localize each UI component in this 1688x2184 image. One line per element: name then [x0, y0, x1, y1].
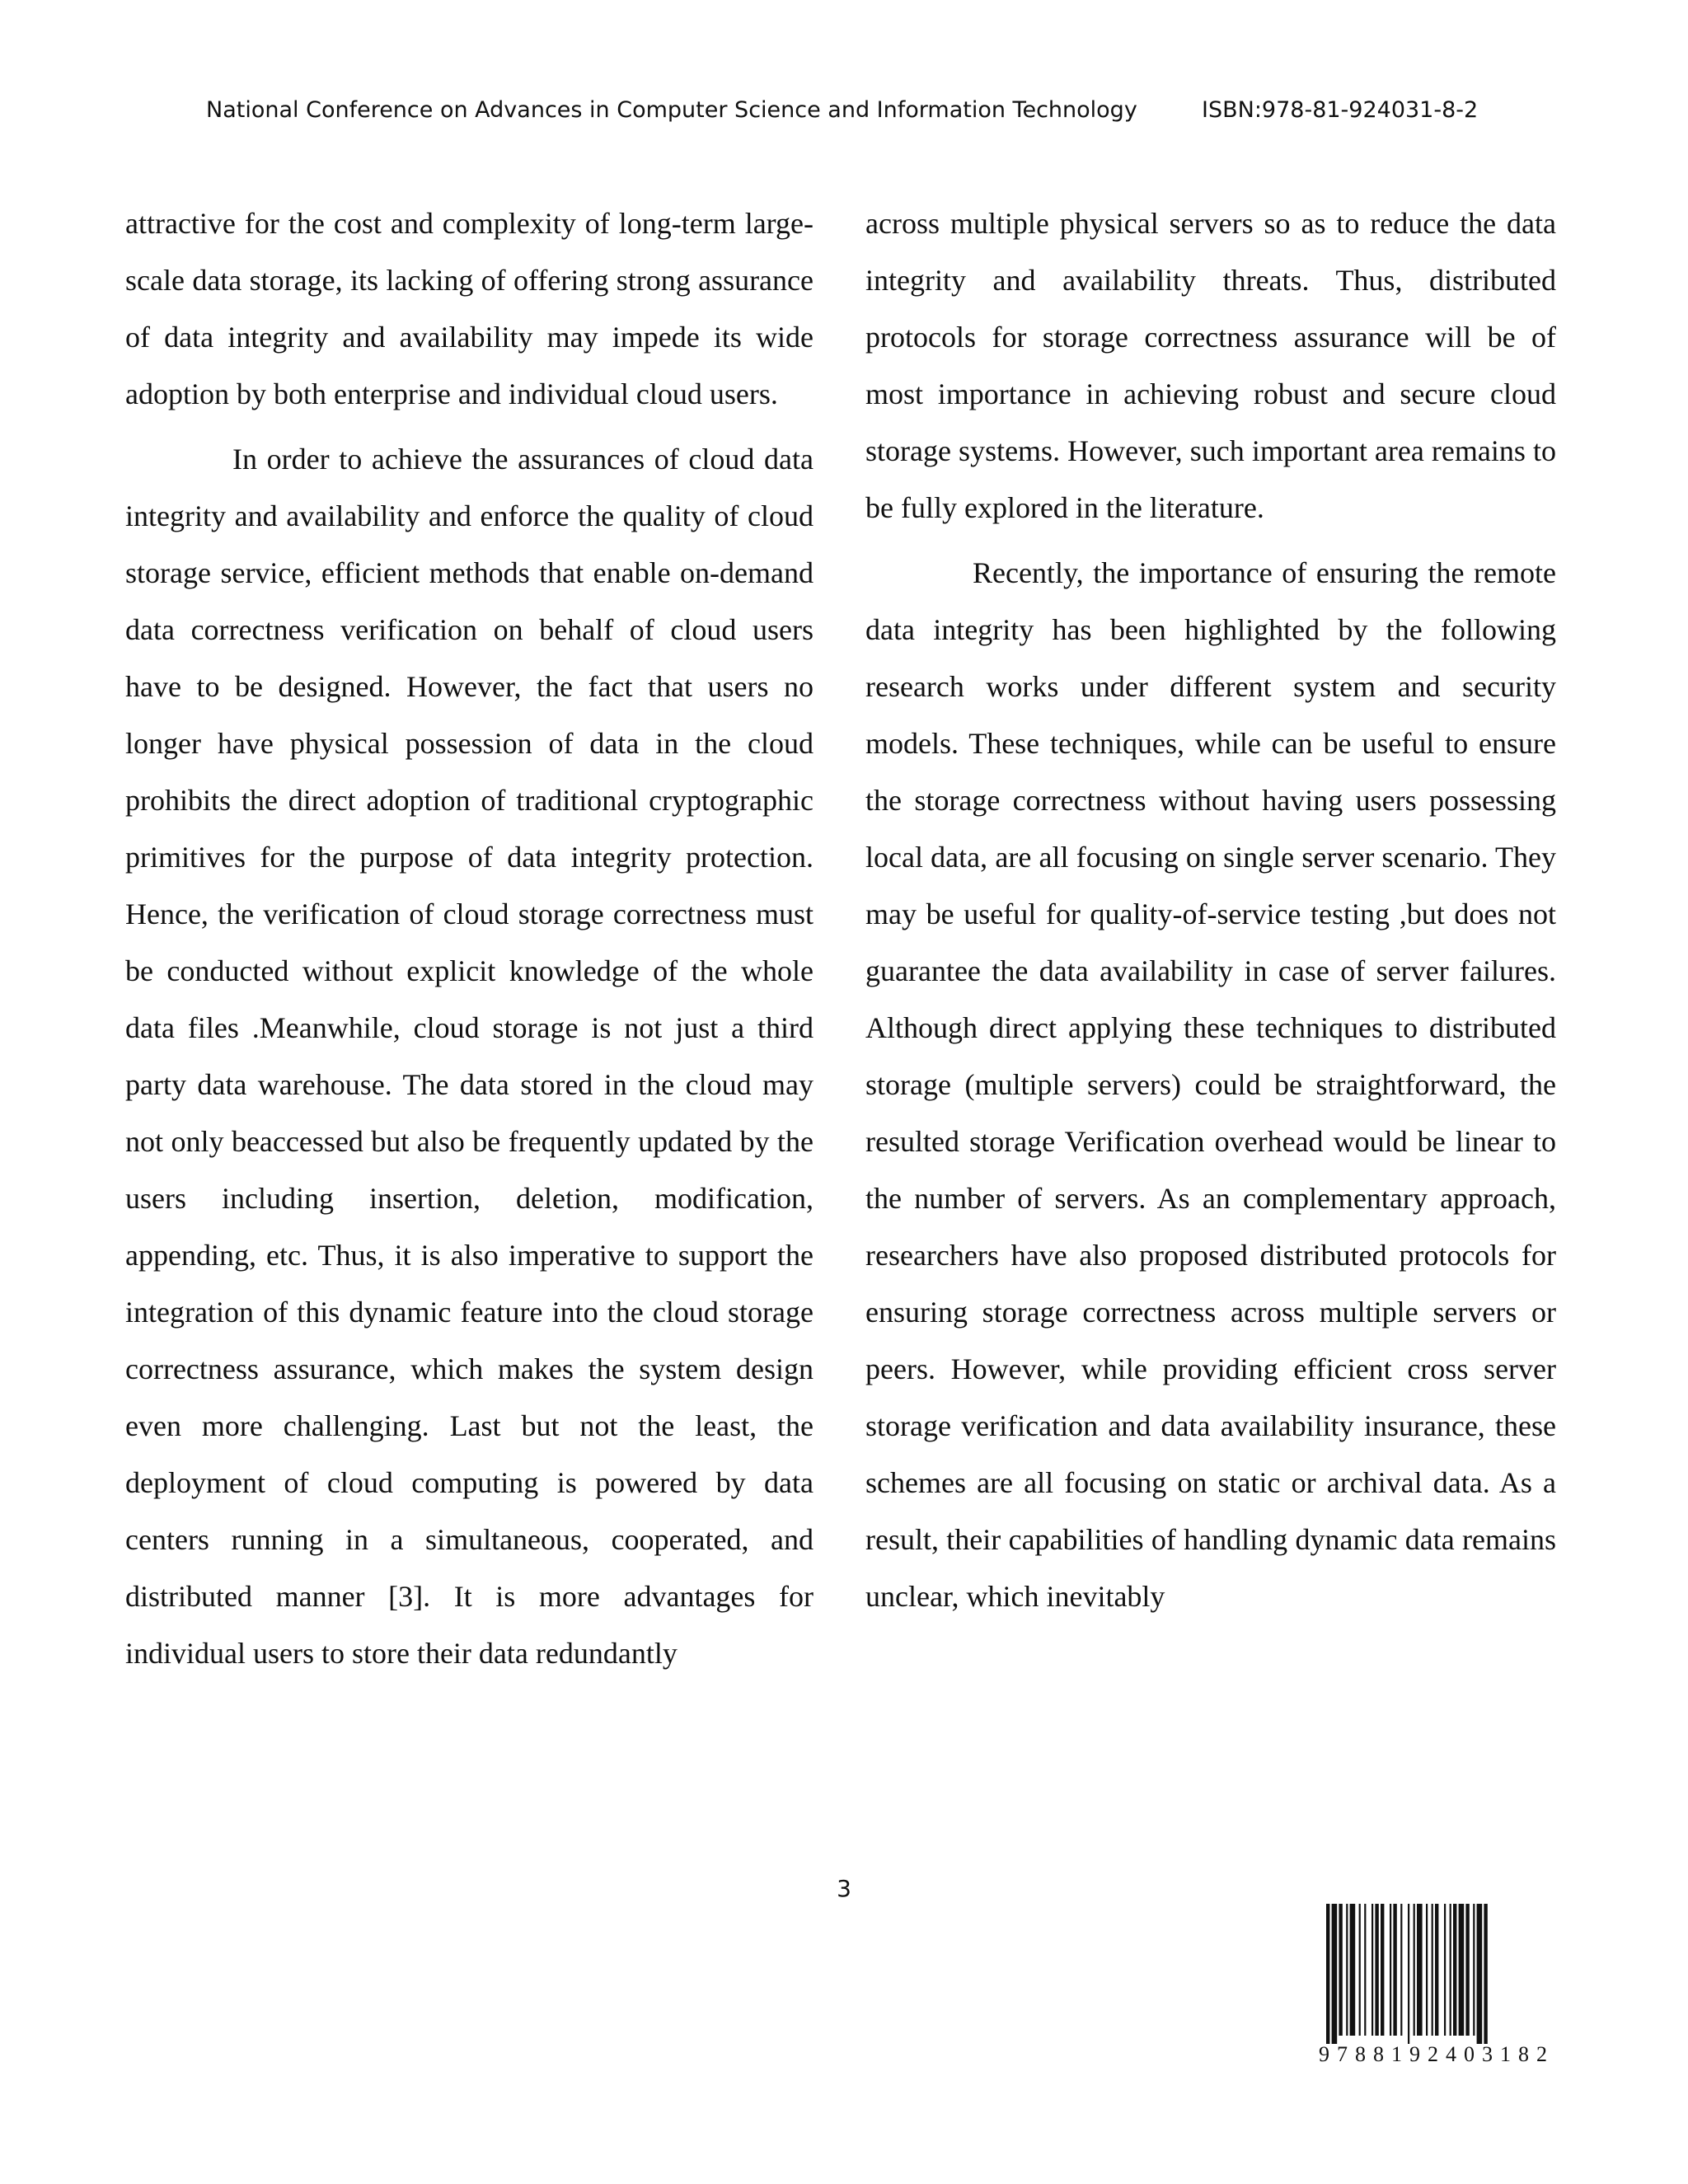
paragraph: attractive for the cost and complexity of long-term large-scale data storage, its lacking of offering strong assurance of data integrity and availability may impede its wide adoption by both enterprise and individual cloud users.	[125, 207, 814, 410]
barcode-bar	[1477, 1904, 1483, 2044]
barcode-bar	[1444, 1904, 1446, 2036]
barcode-bar	[1459, 1904, 1465, 2036]
page-number: 3	[837, 1875, 851, 1902]
right-column	[865, 195, 1556, 1625]
barcode-bar	[1426, 1904, 1428, 2036]
paragraph: Recently, the importance of ensuring the remote data integrity has been highlighted by the following research works under different system and security models. These techniques, while can be useful to ensure the storage correctness without having users possessing local data, are all focusing on single server scenario. They may be useful for quality-of-service testing ,but does not guarantee the data availability in case of server failures. Although direct applying these techniques to distributed storage (multiple servers) could be straightforward, the resulted storage Verification overhead would be linear to the number of servers. As an complementary approach, researchers have also proposed distributed protocols for ensuring storage correctness across multiple servers or peers. However, while providing efficient cross server storage verification and data availability insurance, these schemes are all focusing on static or archival data. As a result, their capabilities of handling dynamic data remains unclear, which inevitably	[865, 556, 1556, 1613]
barcode-bar	[1375, 1904, 1378, 2036]
barcode-bar	[1484, 1904, 1487, 2044]
barcode-bar	[1408, 1904, 1409, 2044]
isbn-barcode	[1323, 1904, 1541, 2044]
barcode-bar	[1432, 1904, 1433, 2036]
left-column	[125, 195, 814, 1682]
page-header	[0, 97, 1688, 130]
barcode-bar	[1346, 1904, 1348, 2036]
barcode-bar	[1364, 1904, 1366, 2036]
barcode-bar	[1417, 1904, 1423, 2036]
barcode-digits: 9788192403182	[1319, 2042, 1554, 2066]
barcode-bar	[1453, 1904, 1456, 2036]
barcode-bar	[1465, 1904, 1469, 2036]
conference-title: National Conference on Advances in Computer Science and Information Technology	[206, 97, 1137, 123]
paragraph: In order to achieve the assurances of cloud data integrity and availability and enforce the quality of cloud storage service, efficient methods that enable on-demand data correctness verification on behalf of cloud users have to be designed. However, the fact that users no longer have physical possession of data in the cloud prohibits the direct adoption of traditional cryptographic primitives for the purpose of data integrity protection. Hence, the verification of cloud storage correctness must be conducted without explicit knowledge of the whole data files .Meanwhile, cloud storage is not just a third party data warehouse. The data stored in the cloud may not only beaccessed but also be frequently updated by the users including insertion, deletion, modification, appending, etc. Thus, it is also imperative to support the integration of this dynamic feature into the cloud storage correctness assurance, which makes the system design even more challenging. Last but not the least, the deployment of cloud computing is powered by data centers running in a simultaneous, cooperated, and distributed manner [3]. It is more advantages for individual users to store their data redundantly	[125, 443, 814, 1670]
barcode-bar	[1350, 1904, 1356, 2036]
paragraph: across multiple physical servers so as to reduce the data integrity and availability threats. Thus, distributed protocols for storage correctness assurance will be of most importance in achieving robust and secure cloud storage systems. However, such important area remains to be fully explored in the literature.	[865, 207, 1556, 524]
barcode-bar	[1332, 1904, 1338, 2044]
barcode-bar	[1450, 1904, 1451, 2036]
barcode-bar	[1381, 1904, 1384, 2036]
barcode-bar	[1339, 1904, 1342, 2036]
barcode-bar	[1390, 1904, 1391, 2036]
barcode-bar	[1372, 1904, 1373, 2036]
isbn-label: ISBN:978-81-924031-8-2	[1202, 97, 1479, 123]
barcode-bar	[1393, 1904, 1396, 2036]
barcode-bar	[1359, 1904, 1361, 2036]
barcode-bar	[1473, 1904, 1475, 2036]
barcode-bar	[1435, 1904, 1438, 2036]
barcode-bar	[1326, 1904, 1329, 2044]
barcode-bar	[1400, 1904, 1402, 2036]
barcode-bar	[1414, 1904, 1415, 2036]
